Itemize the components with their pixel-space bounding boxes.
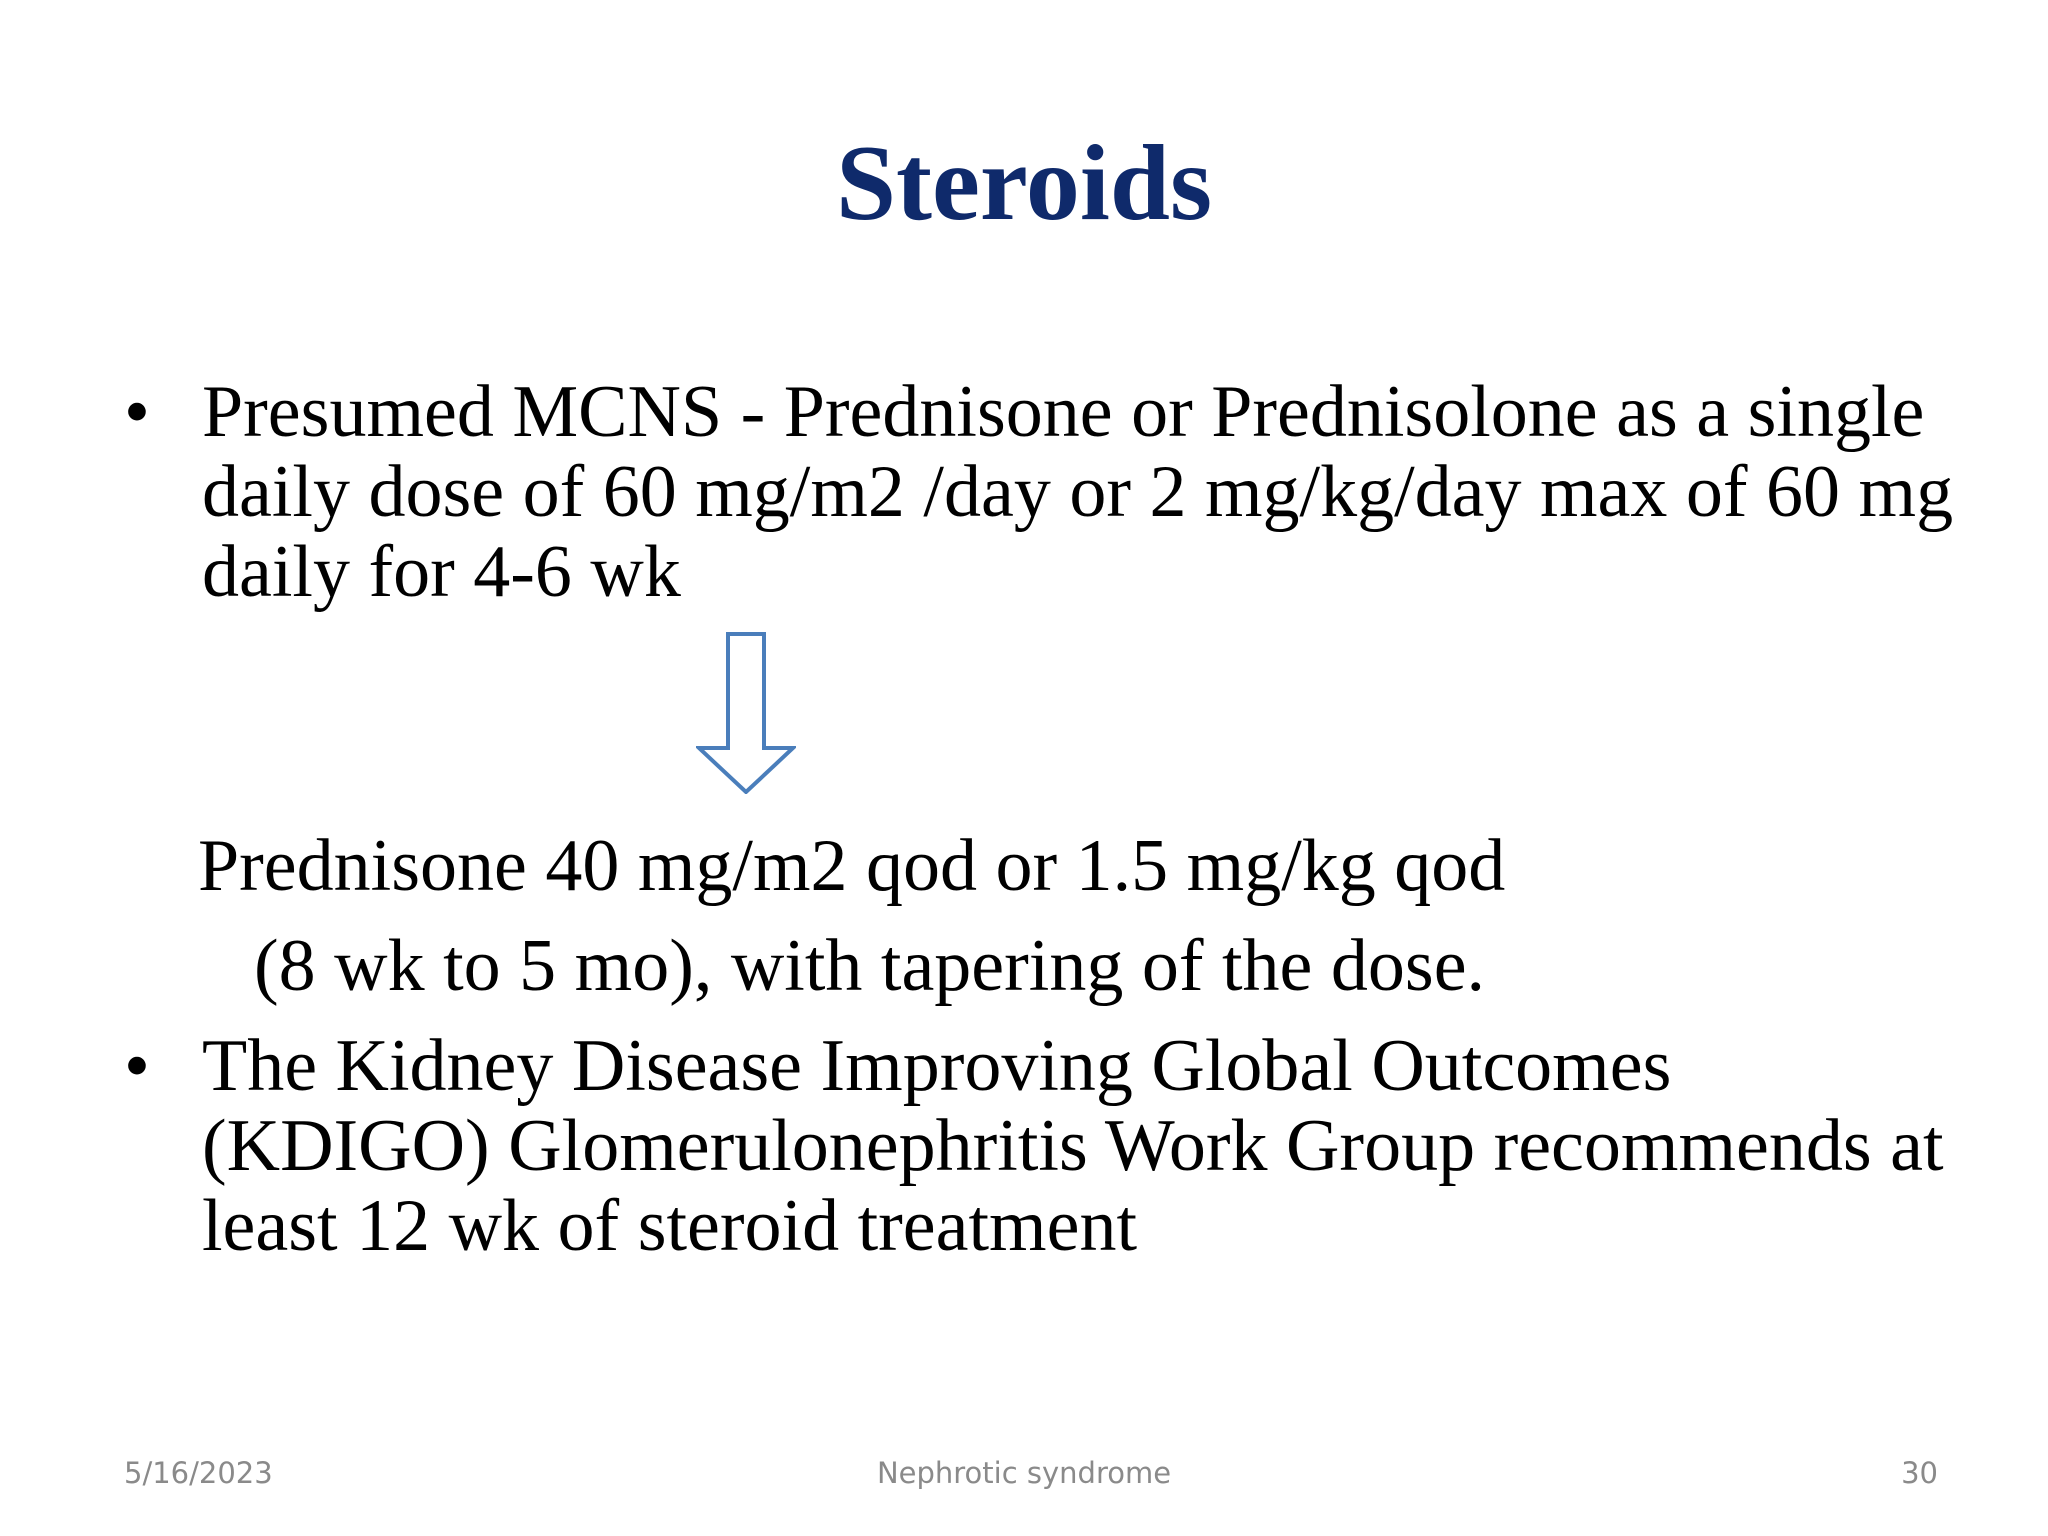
footer-page-number: 30	[1901, 1456, 1938, 1490]
bullet-text: Presumed MCNS - Prednisone or Prednisolone as a single daily dose of 60 mg/m2 /day or 2 mg/kg/day max of 60 mg daily for 4-6 wk	[202, 371, 1954, 613]
slide-title: Steroids	[835, 124, 1213, 243]
footer-title: Nephrotic syndrome	[876, 1456, 1172, 1490]
bullet-marker: •	[124, 371, 150, 453]
followup-dose-line: Prednisone 40 mg/m2 qod or 1.5 mg/kg qod	[198, 825, 1506, 907]
followup-duration-line: (8 wk to 5 mo), with tapering of the dose.	[254, 925, 1486, 1007]
down-arrow-icon	[696, 632, 796, 794]
footer-date: 5/16/2023	[124, 1456, 273, 1490]
bullet-marker: •	[124, 1025, 150, 1107]
bullet-text: The Kidney Disease Improving Global Outcomes (KDIGO) Glomerulonephritis Work Group recommends at least 12 wk of steroid treatment	[202, 1025, 1944, 1267]
